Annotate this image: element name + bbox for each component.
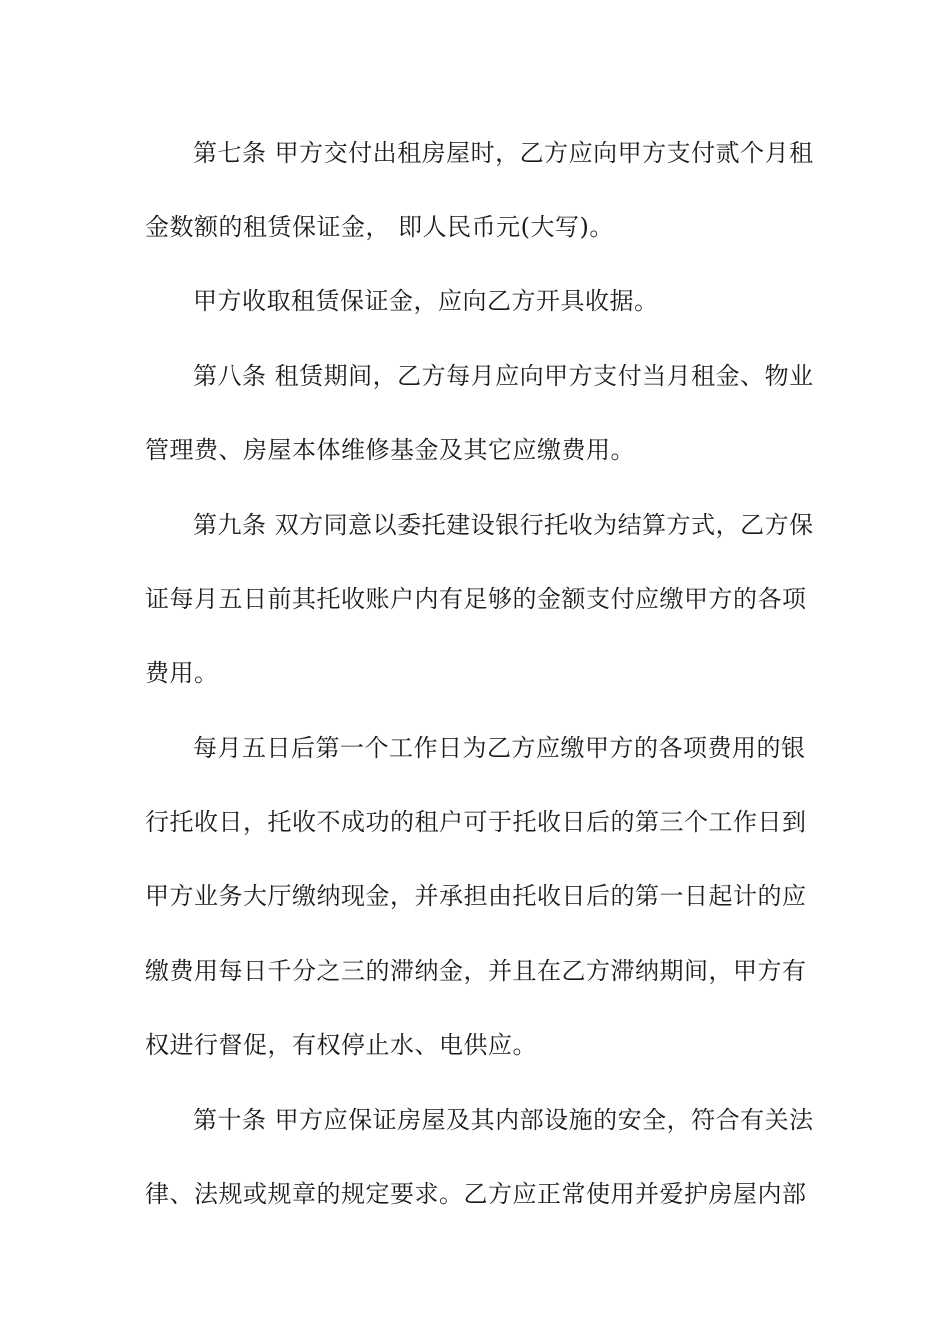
- text-line: 费用。: [145, 659, 219, 687]
- text-line: 每月五日后第一个工作日为乙方应缴甲方的各项费用的银: [193, 734, 806, 762]
- text-line: 第十条 甲方应保证房屋及其内部设施的安全，符合有关法: [193, 1106, 814, 1134]
- text-line: 管理费、房屋本体维修基金及其它应缴费用。: [145, 436, 635, 464]
- text-line: 甲方收取租赁保证金，应向乙方开具收据。: [193, 287, 659, 315]
- text-line: 第七条 甲方交付出租房屋时，乙方应向甲方支付贰个月租: [193, 139, 814, 167]
- text-line: 甲方业务大厅缴纳现金，并承担由托收日后的第一日起计的应: [145, 882, 807, 910]
- text-line: 金数额的租赁保证金， 即人民币元(大写)。: [145, 213, 614, 241]
- text-line: 缴费用每日千分之三的滞纳金，并且在乙方滞纳期间，甲方有: [145, 957, 807, 985]
- text-line: 证每月五日前其托收账户内有足够的金额支付应缴甲方的各项: [145, 585, 807, 613]
- text-line: 第九条 双方同意以委托建设银行托收为结算方式，乙方保: [193, 511, 814, 539]
- text-line: 第八条 租赁期间，乙方每月应向甲方支付当月租金、物业: [193, 362, 814, 390]
- text-line: 权进行督促，有权停止水、电供应。: [145, 1031, 537, 1059]
- text-line: 行托收日，托收不成功的租户可于托收日后的第三个工作日到: [145, 808, 807, 836]
- text-line: 律、法规或规章的规定要求。乙方应正常使用并爱护房屋内部: [145, 1180, 807, 1208]
